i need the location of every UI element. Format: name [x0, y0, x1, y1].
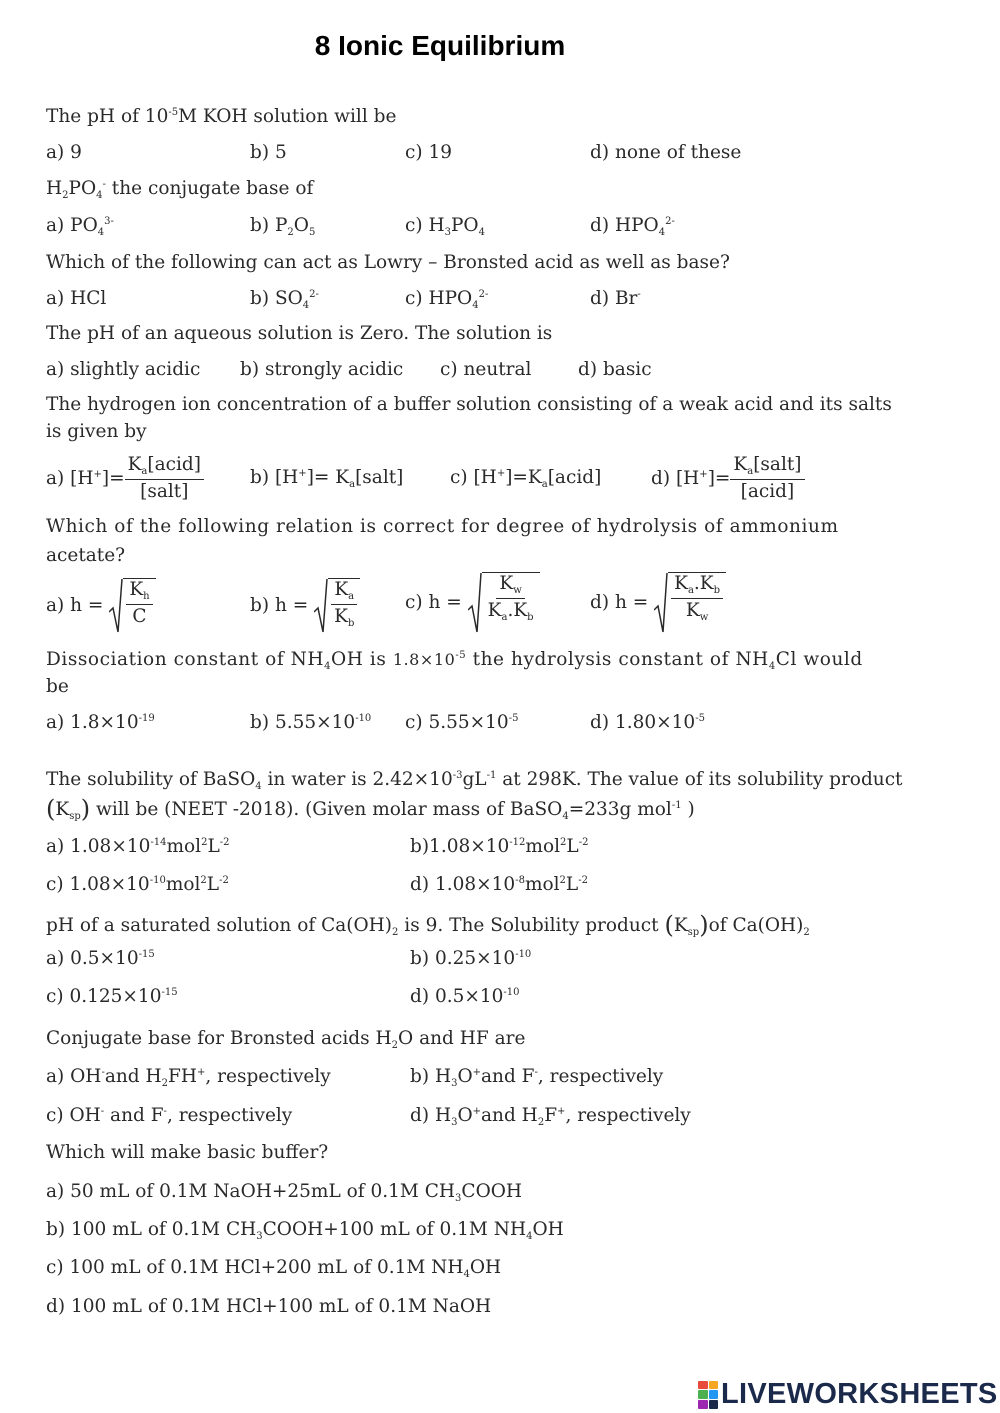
square-root: $\frac{K_a.K_b}{K_w}$: [654, 572, 726, 634]
question-6-option-c[interactable]: c) h = $\frac{K_w}{K_a.K_b}$: [405, 572, 540, 634]
question-7-option-b[interactable]: b) $5.55\times 10^{-10}$: [250, 712, 372, 733]
question-9-option-a[interactable]: a) $0.5\times 10^{-15}$: [46, 948, 155, 969]
question-5-option-c[interactable]: c) $[H^+]=K_a[acid]$: [450, 467, 602, 490]
question-6-option-a[interactable]: a) h = $\frac{K_h}{C}$: [46, 578, 156, 634]
question-6-stem-line-2: acetate?: [46, 545, 126, 566]
question-6-option-d[interactable]: d) h = $\frac{K_a.K_b}{K_w}$: [590, 572, 726, 634]
question-5-option-d[interactable]: d) [H+]= $\frac{K_a[salt]}{\text{[acid]}}$: [651, 456, 805, 502]
question-8-option-a[interactable]: a) $1.08\times 10^{-14}mol^2L^{-2}$: [46, 836, 230, 857]
question-3-option-d[interactable]: d) Br-: [590, 288, 641, 309]
question-5-option-a[interactable]: a) [H+]= $\frac{K_a[acid]}{\text{[salt]}}$: [46, 456, 204, 502]
question-8-option-c[interactable]: c) $1.08\times 10^{-10}mol^2L^{-2}$: [46, 874, 229, 895]
question-9-stem: pH of a saturated solution of $Ca(OH)_2$ is 9. The Solubility product $(K_{sp})of$ $Ca(OH)_2$: [46, 911, 810, 939]
question-4-option-b[interactable]: b) strongly acidic: [240, 359, 404, 380]
question-1-option-c[interactable]: c) 19: [405, 142, 452, 163]
question-9-option-d[interactable]: d) $0.5\times 10^{-10}$: [410, 986, 520, 1007]
question-10-option-a[interactable]: a) OH-and $H_2FH^+$, respectively: [46, 1066, 331, 1089]
liveworksheets-logo-icon: [698, 1381, 718, 1409]
question-11-option-b[interactable]: b) 100 mL of 0.1M $CH_3COOH+100$ mL of 0.1M $NH_4OH$: [46, 1219, 564, 1242]
square-root: $\frac{K_a}{K_b}$: [314, 578, 360, 634]
question-6-stem-line-1: Which of the following relation is correct for degree of hydrolysis of ammonium: [46, 516, 839, 537]
question-4-stem: The pH of an aqueous solution is Zero. The solution is: [46, 323, 553, 344]
question-1-stem: The pH of $10^{-5}M$ KOH solution will be: [46, 106, 397, 127]
square-root: $\frac{K_h}{C}$: [109, 578, 155, 634]
square-root: $\frac{K_w}{K_a.K_b}$: [468, 572, 540, 634]
question-11-stem: Which will make basic buffer?: [46, 1142, 329, 1163]
question-10-stem: Conjugate base for Bronsted acids $H_2O$ and HF are: [46, 1028, 526, 1051]
question-4-option-a[interactable]: a) slightly acidic: [46, 359, 201, 380]
logo-tile: [698, 1400, 708, 1409]
question-10-option-b[interactable]: b) $H_3O^+and$ F-, respectively: [410, 1066, 664, 1089]
question-8-option-b[interactable]: $b)1.08\times 10^{-12}mol^2L^{-2}$: [410, 836, 589, 857]
question-3-option-b[interactable]: b) $SO_4^{2-}$: [250, 288, 319, 311]
question-3-stem: Which of the following can act as Lowry – Bronsted acid as well as base?: [46, 252, 730, 273]
question-7-option-c[interactable]: c) $5.55\times 10^{-5}$: [405, 712, 519, 733]
question-2-option-d[interactable]: d) $HPO_4^{2-}$: [590, 215, 675, 238]
question-2-option-c[interactable]: c) $H_3PO_4$: [405, 215, 485, 238]
logo-tile: [709, 1400, 719, 1409]
question-3-option-a[interactable]: a) HCl: [46, 288, 107, 309]
question-4-option-d[interactable]: d) basic: [578, 359, 652, 380]
logo-tile: [709, 1381, 719, 1390]
fraction: $\frac{K_a[salt]}{\text{[acid]}}$: [730, 456, 804, 502]
question-9-option-c[interactable]: c) $0.125\times 10^{-15}$: [46, 986, 178, 1007]
fraction: $\frac{K_a[acid]}{\text{[salt]}}$: [125, 456, 204, 502]
question-2-option-a[interactable]: a) $PO_4^{3-}$: [46, 215, 114, 238]
question-3-option-c[interactable]: c) $HPO_4^{2-}$: [405, 288, 489, 311]
question-7-option-a[interactable]: a) $1.8\times 10^{-19}$: [46, 712, 155, 733]
question-11-option-a[interactable]: a) 50 mL of 0.1M NaOH+25mL of 0.1M $CH_3COOH$: [46, 1181, 523, 1204]
logo-tile: [709, 1390, 719, 1399]
question-10-option-d[interactable]: d) $H_3O^+and$ $H_2F^+$, respectively: [410, 1105, 691, 1128]
question-7-stem: Dissociation constant of $NH_4OH$ is $1.8\times 10^{-5}$ the hydrolysis constant of $NH_4Cl$ would: [46, 649, 863, 672]
question-6-option-b[interactable]: b) h = $\frac{K_a}{K_b}$: [250, 578, 360, 634]
question-8-stem-line-2: $(K_{sp})$ will be (NEET -2018). (Given molar mass of BaSO$_4$=233g mol$^{-1}$ ): [46, 795, 695, 823]
question-2-option-b[interactable]: b) $P_2O_5$: [250, 215, 316, 238]
logo-tile: [698, 1390, 708, 1399]
question-11-option-d[interactable]: d) 100 mL of 0.1M HCl+100 mL of 0.1M NaOH: [46, 1296, 492, 1317]
question-11-option-c[interactable]: c) 100 mL of 0.1M HCl+200 mL of 0.1M $NH_4OH$: [46, 1257, 502, 1280]
question-1-option-a[interactable]: a) 9: [46, 142, 82, 163]
question-5-stem-line-2: is given by: [46, 421, 147, 442]
question-7-stem-line-2: be: [46, 676, 69, 697]
liveworksheets-logo[interactable]: [698, 1378, 998, 1411]
question-2-stem: $H_2PO_4^-$ the conjugate base of: [46, 178, 314, 201]
page-title: 8 Ionic Equilibrium: [314, 30, 566, 61]
question-5-stem-line-1: The hydrogen ion concentration of a buffer solution consisting of a weak acid and its salts: [46, 394, 892, 415]
question-10-option-c[interactable]: c) OH- and F-, respectively: [46, 1105, 293, 1126]
question-1-option-b[interactable]: b) 5: [250, 142, 287, 163]
question-1-option-d[interactable]: d) none of these: [590, 142, 742, 163]
question-8-stem: The solubility of BaSO$_4$ in water is $2.42\times 10^{-3}gL^{-1}$ at 298K. The value of its solubility product: [46, 769, 903, 792]
question-9-option-b[interactable]: b) $0.25\times 10^{-10}$: [410, 948, 532, 969]
question-4-option-c[interactable]: c) neutral: [440, 359, 532, 380]
question-7-option-d[interactable]: d) $1.80\times 10^{-5}$: [590, 712, 705, 733]
logo-text: LIVEWORKSHEETS: [721, 1378, 998, 1410]
question-8-option-d[interactable]: d) $1.08\times 10^{-8}mol^2L^{-2}$: [410, 874, 588, 895]
logo-tile: [698, 1381, 708, 1390]
question-5-option-b[interactable]: b) $[H^+]= K_a[salt]$: [250, 467, 404, 490]
